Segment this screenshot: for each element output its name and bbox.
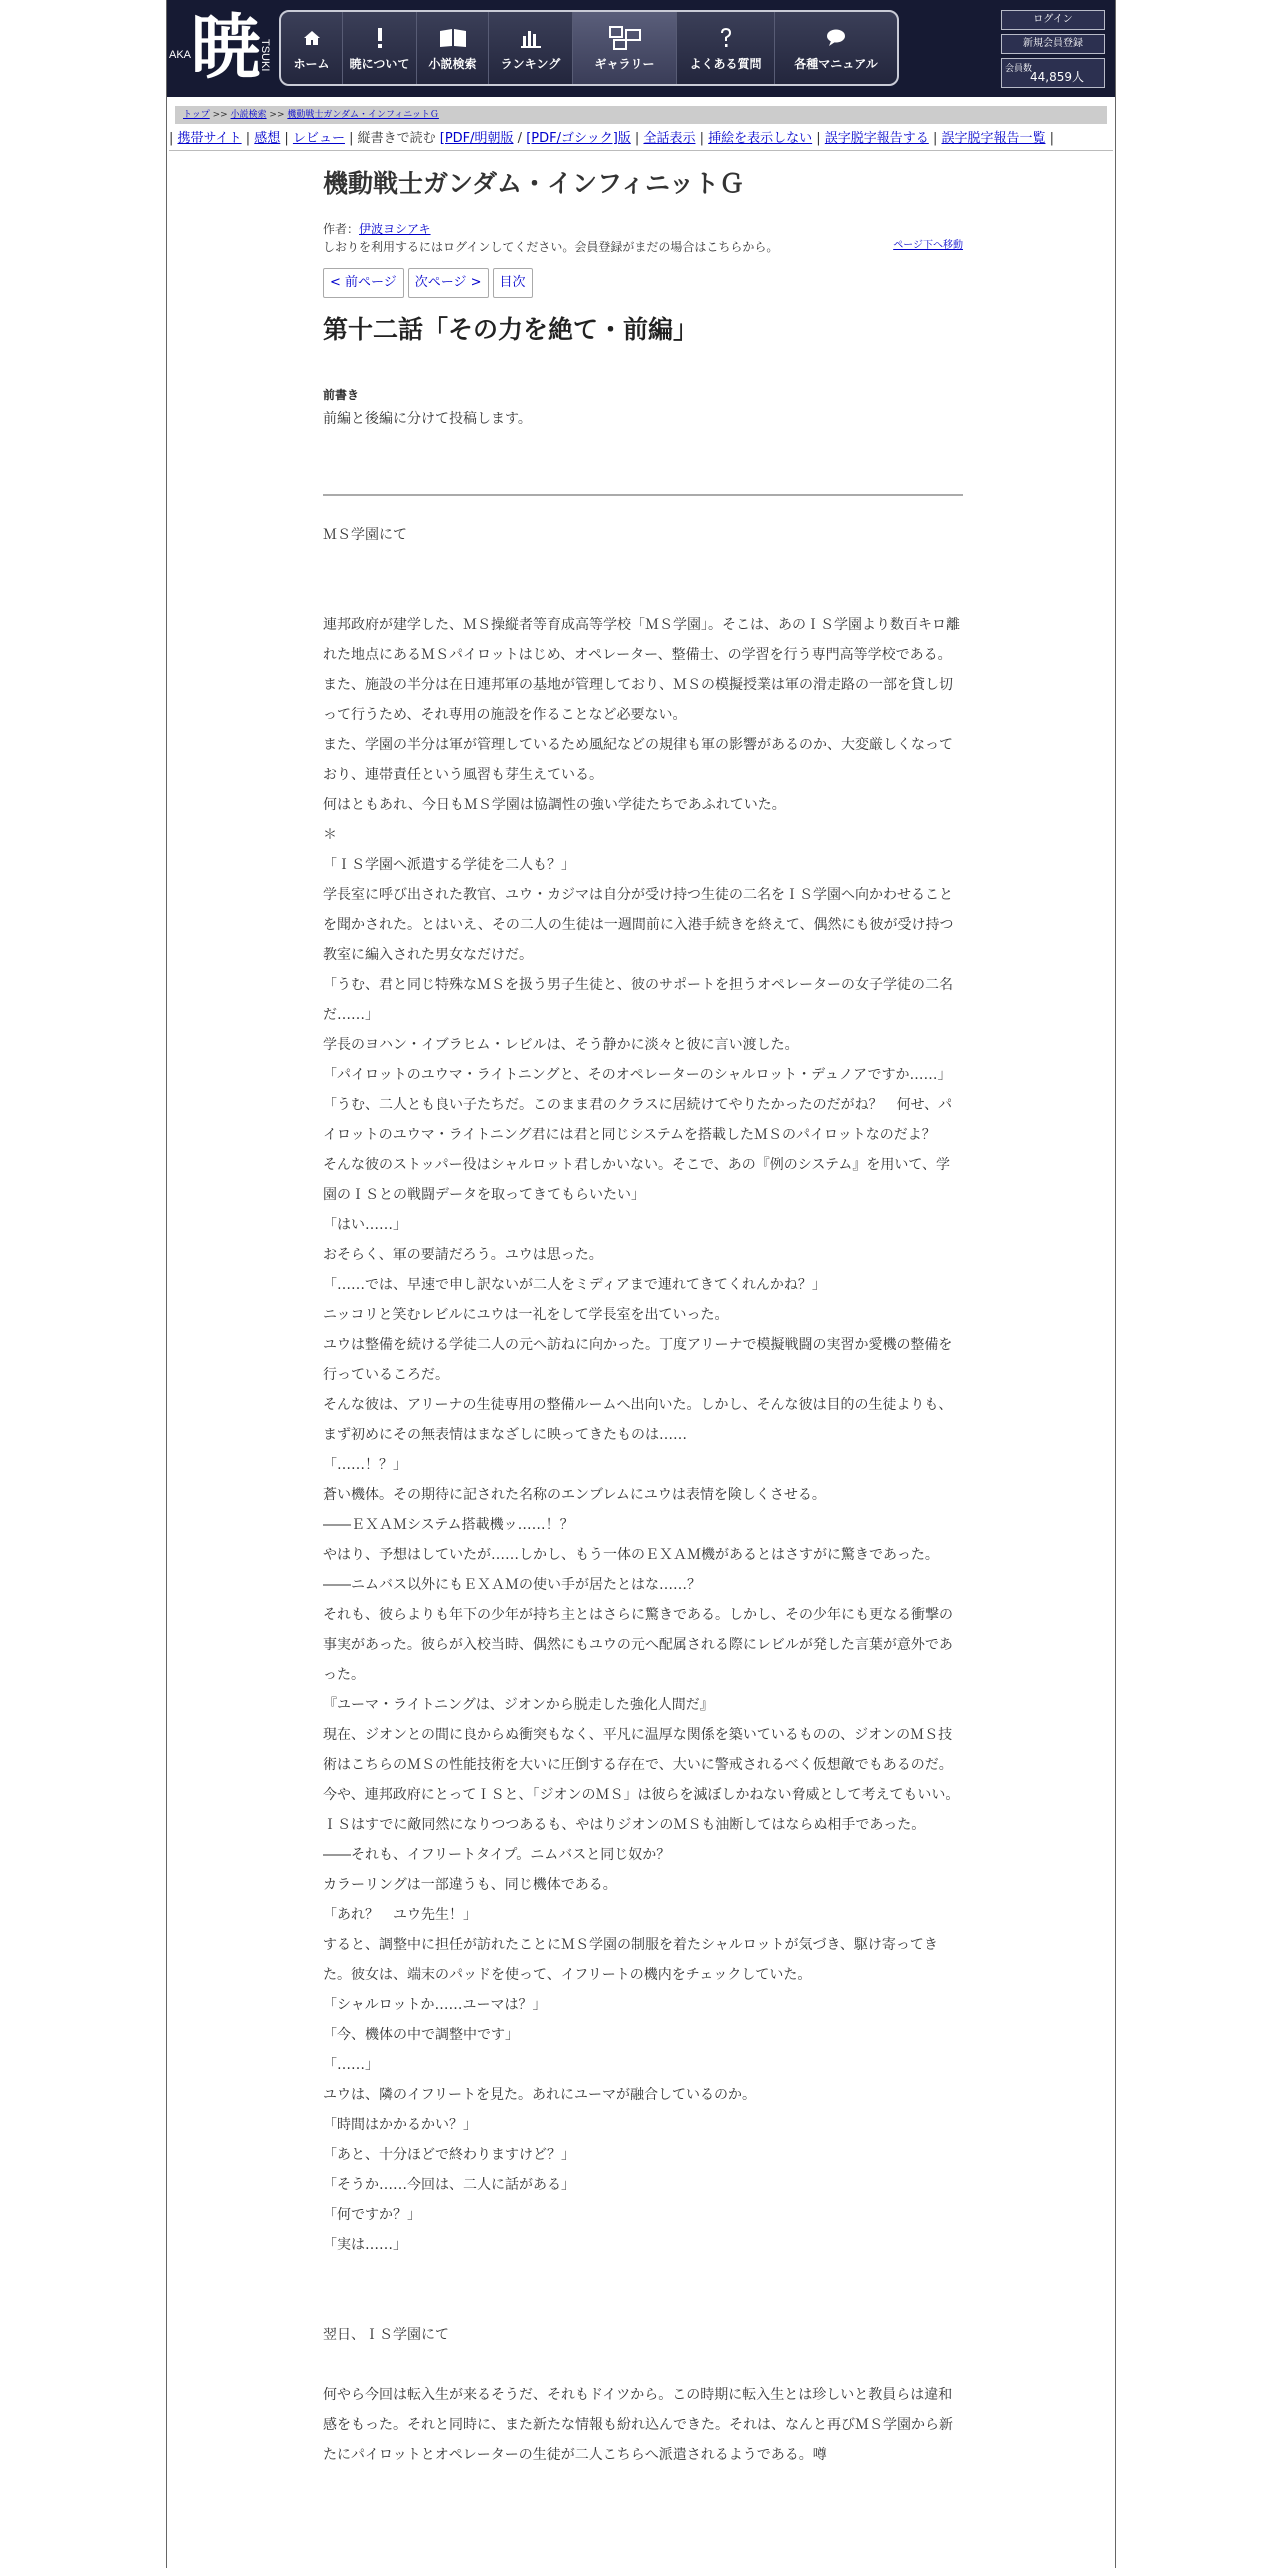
pdf-mincho-link[interactable]: [PDF/明朝版 (439, 131, 514, 146)
body-paragraph: カラーリングは一部違うも、同じ機体である。 (323, 1877, 617, 1893)
body-paragraph: それも、彼らよりも年下の少年が持ち主とはさらに驚きである。しかし、その少年にも更なる衝撃の事実があった。彼らが入校当時、偶然にもユウの元へ配属される際にレビルが発した言葉が意外であった。 (323, 1607, 953, 1683)
body-paragraph: 学長のヨハン・イブラヒム・レビルは、そう静かに淡々と彼に言い渡した。 (323, 1037, 799, 1053)
review-link[interactable]: レビュー (292, 131, 345, 146)
body-paragraph: ニッコリと笑むレビルにユウは一礼をして学長室を出ていった。 (323, 1307, 729, 1323)
nav-label: 各種マニュアル (794, 56, 878, 71)
author-line (323, 220, 431, 237)
body-paragraph: 「うむ、二人とも良い子たちだ。このまま君のクラスに居続けてやりたかったのだがね？ 何せ、パイロットのユウマ・ライトニング君には君と同じシステムを搭載したＭＳのパイロットなのだよ？ そんな彼のストッパー役はシャルロット君しかいない。そこで、あの『例のシステム』を用いて、学園のＩＳとの戦闘データを取ってきてもらいたい」 (323, 1097, 953, 1203)
show-all-link[interactable]: 全話表示 (643, 131, 696, 146)
body-paragraph: 「ＩＳ学園へ派遣する学徒を二人も？」 (323, 857, 575, 873)
body-paragraph: 「今、機体の中で調整中です」 (323, 2027, 519, 2043)
body-paragraph: 「そうか……今回は、二人に話がある」 (323, 2177, 575, 2193)
main-nav (279, 10, 899, 86)
body-paragraph: 「あれ？ ユウ先生！」 (323, 1907, 477, 1923)
body-paragraph (323, 2350, 963, 2380)
site-logo[interactable] (169, 5, 279, 93)
divider (323, 494, 963, 496)
vertical-reading-label: 縦書きで読む (357, 131, 436, 146)
breadcrumb (175, 106, 1107, 124)
logo-kanji: 暁 (191, 5, 261, 88)
auth-panel (1001, 10, 1105, 88)
body-paragraph: 何はともあれ、今日もＭＳ学園は協調性の強い学徒たちであふれていた。 (323, 797, 786, 813)
body-paragraph: また、施設の半分は在日連邦軍の基地が管理しており、ＭＳの模擬授業は軍の滑走路の一部を貸し切って行うため、それ専用の施設を作ることなど必要ない。 (323, 677, 953, 723)
author-label: 作者： (323, 222, 360, 236)
body-paragraph: 連邦政府が建学した、ＭＳ操縦者等育成高等学校「ＭＳ学園」。そこは、あのＩＳ学園より数百キロ離れた地点にあるＭＳパイロットはじめ、オペレーター、整備士、の学習を行う専門高等学校である。 (323, 617, 960, 663)
body-paragraph: 「うむ、君と同じ特殊なＭＳを扱う男子生徒と、彼のサポートを担うオペレーターの女子学徒の二名だ……」 (323, 977, 953, 1023)
body-paragraph (323, 2290, 963, 2320)
body-paragraph: ＊ (323, 827, 337, 843)
register-button[interactable]: 新規会員登録 (1001, 34, 1105, 54)
body-paragraph (323, 580, 963, 610)
breadcrumb-separator: >> (266, 110, 288, 120)
body-paragraph: 「……では、早速で申し訳ないが二人をミディアまで連れてきてくれんかね？」 (323, 1277, 826, 1293)
book-icon (438, 25, 468, 51)
speech-bubble-icon (825, 25, 847, 51)
breadcrumb-separator: >> (209, 110, 231, 120)
bookmark-login-note: しおりを利用するにはログインしてください。会員登録がまだの場合はこちらから。 (323, 240, 779, 254)
prev-page-button[interactable]: < 前ページ (323, 268, 404, 298)
bar-chart-icon (520, 25, 542, 51)
body-paragraph: 何やら今回は転入生が来るそうだ、それもドイツから。この時期に転入生とは珍しいと教員らは違和感をもった。それと同時に、また新たな情報も紛れ込んできた。それは、なんと再びＭＳ学園から新たにパイロットとオペレーターの生徒が二人こちらへ派遣されるようである。噂 (323, 2387, 953, 2463)
body-paragraph: 現在、ジオンとの間に良からぬ衝突もなく、平凡に温厚な関係を築いているものの、ジオンのＭＳ技術はこちらのＭＳの性能技術を大いに圧倒する存在で、大いに警戒されるべく仮想敵でもあるのだ。今や、連邦政府にとってＩＳと、「ジオンのＭＳ」は彼らを滅ぼしかねない脅威として考えてもいい。ＩＳはすでに敵同然になりつつあるも、やはりジオンのＭＳも油断してはならぬ相手であった。 (323, 1727, 960, 1833)
novel-title: 機動戦士ガンダム・インフィニットＧ (323, 169, 745, 198)
breadcrumb-search-link[interactable]: 小説検索 (230, 110, 267, 120)
body-paragraph: ユウは、隣のイフリートを見た。あれにユーマが融合しているのか。 (323, 2087, 757, 2103)
body-paragraph: 「はい……」 (323, 1217, 407, 1233)
member-count-label: 会員数 (1005, 64, 1033, 74)
nav-faq[interactable] (677, 12, 775, 84)
body-paragraph: おそらく、軍の要請だろう。ユウは思った。 (323, 1247, 603, 1263)
body-paragraph: 『ユーマ・ライトニングは、ジオンから脱走した強化人間だ』 (323, 1697, 714, 1713)
nav-manuals[interactable] (775, 12, 897, 84)
body-paragraph: 「実は……」 (323, 2237, 407, 2253)
breadcrumb-current-link[interactable]: 機動戦士ガンダム・インフィニットＧ (287, 110, 439, 120)
hide-illustrations-link[interactable]: 挿絵を表示しない (708, 131, 813, 146)
nav-ranking[interactable] (489, 12, 573, 84)
member-count-value: 44,859人 (1030, 70, 1084, 84)
toc-button[interactable]: 目次 (493, 268, 533, 298)
preface-label: 前書き (323, 388, 360, 402)
body-paragraph (323, 2260, 963, 2290)
next-page-button[interactable]: 次ページ > (408, 268, 489, 298)
page-frame (166, 0, 1116, 2568)
body-paragraph (323, 550, 963, 580)
nav-label: よくある質問 (689, 56, 762, 71)
mobile-site-link[interactable]: 携帯サイト (177, 131, 242, 146)
nav-about[interactable] (343, 12, 417, 84)
author-link[interactable]: 伊波ヨシアキ (359, 222, 431, 236)
body-paragraph: ――ニムバス以外にもＥＸＡＭの使い手が居たとはな……？ (323, 1577, 701, 1593)
login-button[interactable]: ログイン (1001, 10, 1105, 30)
body-paragraph: 「何ですか？」 (323, 2207, 421, 2223)
body-paragraph: 学長室に呼び出された教官、ユウ・カジマは自分が受け持つ生徒の二名をＩＳ学園へ向かわせることを聞かされた。とはいえ、その二人の生徒は一週間前に入港手続きを終えて、偶然にも彼が受け持つ教室に編入された男女なだけだ。 (323, 887, 954, 963)
body-paragraph: ユウは整備を続ける学徒二人の元へ訪ねに向かった。丁度アリーナで模擬戦闘の実習か愛機の整備を行っているころだ。 (323, 1337, 953, 1383)
member-count-box (1001, 58, 1105, 88)
body-paragraph: 翌日、ＩＳ学園にて (323, 2327, 449, 2343)
report-typo-link[interactable]: 誤字脱字報告する (824, 131, 929, 146)
body-paragraph: ――それも、イフリートタイプ。ニムバスと同じ奴か？ (323, 1847, 671, 1863)
typo-list-link[interactable]: 誤字脱字報告一覧 (941, 131, 1046, 146)
gallery-icon (608, 25, 642, 51)
home-icon (302, 25, 322, 51)
pdf-gothic-link[interactable]: [PDF/ゴシック]版 (526, 131, 631, 146)
body-paragraph: 「時間はかかるかい？」 (323, 2117, 477, 2133)
exclamation-icon (374, 25, 386, 51)
nav-label: ギャラリー (594, 56, 655, 71)
body-paragraph: すると、調整中に担任が訪れたことにＭＳ学園の制服を着たシャルロットが気づき、駆け寄ってきた。彼女は、端末のパッドを使って、イフリートの機内をチェックしていた。 (323, 1937, 938, 1983)
logo-tsuki: TSUKI (259, 39, 271, 72)
question-icon (718, 25, 734, 51)
logo-aka: AKA (169, 49, 192, 61)
nav-label: ランキング (500, 56, 561, 71)
page-bottom-link[interactable]: ページ下へ移動 (893, 240, 963, 251)
nav-label: 暁について (349, 56, 410, 71)
site-header (167, 0, 1115, 97)
chapter-body (323, 520, 963, 2470)
body-paragraph: ＭＳ学園にて (323, 527, 407, 543)
nav-label: 小説検索 (428, 56, 477, 71)
novel-toolbar: | 携帯サイト | 感想 | レビュー | 縦書きで読む [PDF/明朝版 / [PDF/ゴシック]版 | 全話表示 | 挿絵を表示しない | 誤字脱字報告する | 誤字脱字報告一覧 | (169, 128, 1113, 151)
nav-gallery[interactable] (573, 12, 677, 84)
nav-label: ホーム (293, 56, 330, 71)
preface-text: 前編と後編に分けて投稿します。 (323, 411, 532, 427)
body-paragraph: そんな彼は、アリーナの生徒専用の整備ルームへ出向いた。しかし、そんな彼は目的の生徒よりも、まず初めにその無表情はまなざしに映ってきたものは…… (323, 1397, 953, 1443)
nav-novel-search[interactable] (417, 12, 489, 84)
pager (323, 268, 533, 298)
body-paragraph: 「パイロットのユウマ・ライトニングと、そのオペレーターのシャルロット・デュノアですか……」 (323, 1067, 952, 1083)
body-paragraph: ――ＥＸＡＭシステム搭載機ッ……！？ (323, 1517, 574, 1533)
body-paragraph: 「あと、十分ほどで終わりますけど？」 (323, 2147, 575, 2163)
impressions-link[interactable]: 感想 (254, 131, 281, 146)
body-paragraph: また、学園の半分は軍が管理しているため風紀などの規律も軍の影響があるのか、大変厳しくなっており、連帯責任という風習も芽生えている。 (323, 737, 953, 783)
body-paragraph: 「シャルロットか……ユーマは？」 (323, 1997, 547, 2013)
body-paragraph: やはり、予想はしていたが……しかし、もう一体のＥＸＡＭ機があるとはさすがに驚きであった。 (323, 1547, 939, 1563)
nav-home[interactable] (281, 12, 343, 84)
body-paragraph: 蒼い機体。その期待に記された名称のエンブレムにユウは表情を険しくさせる。 (323, 1487, 826, 1503)
body-paragraph: 「……」 (323, 2057, 379, 2073)
breadcrumb-top-link[interactable]: トップ (183, 110, 210, 120)
chapter-title: 第十二話「その力を絶て・前編」 (323, 315, 699, 344)
body-paragraph: 「……！？」 (323, 1457, 407, 1473)
